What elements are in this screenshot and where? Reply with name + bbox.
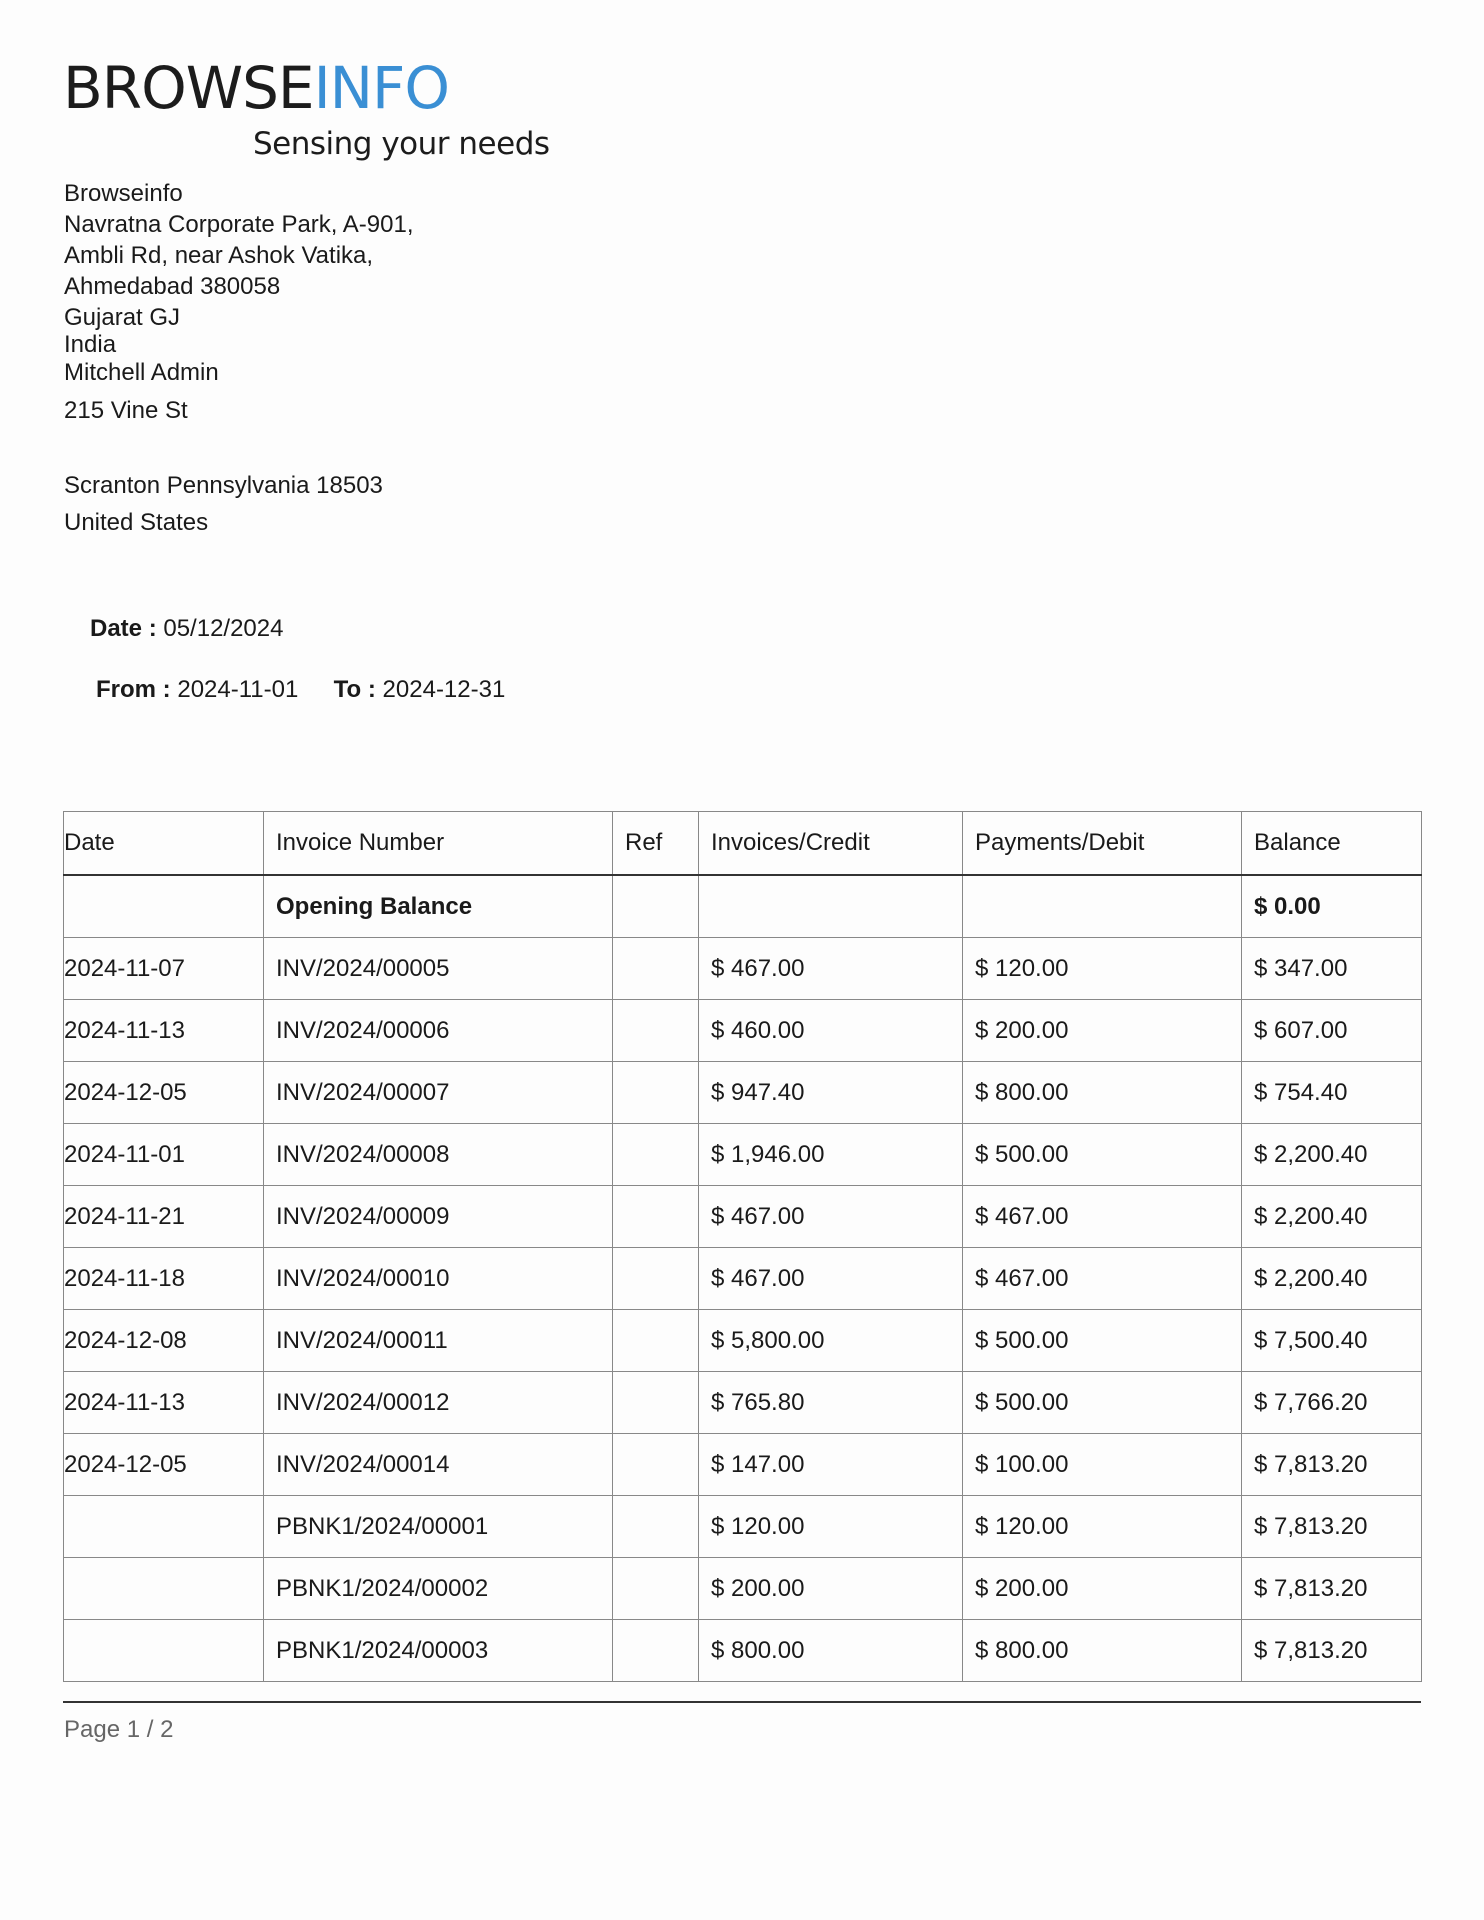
column-header-ref: Ref xyxy=(613,812,699,876)
logo-tagline: Sensing your needs xyxy=(253,126,550,162)
company-address-block xyxy=(64,178,414,357)
cell-credit: $ 200.00 xyxy=(699,1558,963,1620)
footer-divider xyxy=(63,1701,1421,1703)
cell-balance: $ 7,813.20 xyxy=(1242,1496,1422,1558)
cell-invoice-number: INV/2024/00009 xyxy=(264,1186,613,1248)
to-label: To : xyxy=(333,676,376,703)
cell-credit xyxy=(699,875,963,938)
cell-debit: $ 120.00 xyxy=(963,1496,1242,1558)
cell-date: 2024-11-21 xyxy=(64,1186,264,1248)
cell-invoice-number: INV/2024/00012 xyxy=(264,1372,613,1434)
cell-invoice-number: PBNK1/2024/00002 xyxy=(264,1558,613,1620)
company-address-line: Ambli Rd, near Ashok Vatika, xyxy=(64,242,374,269)
cell-date: 2024-11-13 xyxy=(64,1372,264,1434)
cell-invoice-number: INV/2024/00011 xyxy=(264,1310,613,1372)
cell-invoice-number: INV/2024/00006 xyxy=(264,1000,613,1062)
company-name: Browseinfo xyxy=(64,180,183,207)
table-row xyxy=(64,938,1422,1000)
statement-date xyxy=(90,615,283,643)
table-row xyxy=(64,1000,1422,1062)
date-value: 05/12/2024 xyxy=(163,615,284,642)
cell-debit: $ 500.00 xyxy=(963,1372,1242,1434)
logo-word-blue: INFO xyxy=(313,54,450,122)
cell-credit: $ 947.40 xyxy=(699,1062,963,1124)
cell-credit: $ 460.00 xyxy=(699,1000,963,1062)
table-row xyxy=(64,1310,1422,1372)
customer-street: 215 Vine St xyxy=(64,397,188,424)
cell-ref xyxy=(613,1310,699,1372)
cell-credit: $ 120.00 xyxy=(699,1496,963,1558)
company-address-line: Ahmedabad 380058 xyxy=(64,273,281,300)
statement-range xyxy=(96,676,505,704)
cell-date: 2024-11-13 xyxy=(64,1000,264,1062)
customer-country: United States xyxy=(64,509,209,536)
cell-balance: $ 7,813.20 xyxy=(1242,1434,1422,1496)
cell-invoice-number: INV/2024/00007 xyxy=(264,1062,613,1124)
cell-date: 2024-11-07 xyxy=(64,938,264,1000)
cell-debit xyxy=(963,875,1242,938)
cell-credit: $ 765.80 xyxy=(699,1372,963,1434)
opening-balance-row xyxy=(64,875,1422,938)
cell-debit: $ 467.00 xyxy=(963,1186,1242,1248)
to-value: 2024-12-31 xyxy=(382,676,506,703)
cell-invoice-number: INV/2024/00008 xyxy=(264,1124,613,1186)
cell-credit: $ 467.00 xyxy=(699,1248,963,1310)
cell-ref xyxy=(613,1248,699,1310)
cell-balance: $ 2,200.40 xyxy=(1242,1248,1422,1310)
customer-name: Mitchell Admin xyxy=(64,359,219,386)
cell-credit: $ 467.00 xyxy=(699,1186,963,1248)
cell-balance: $ 754.40 xyxy=(1242,1062,1422,1124)
cell-debit: $ 800.00 xyxy=(963,1062,1242,1124)
cell-invoice-number: PBNK1/2024/00003 xyxy=(264,1620,613,1682)
cell-date: 2024-11-18 xyxy=(64,1248,264,1310)
cell-balance: $ 607.00 xyxy=(1242,1000,1422,1062)
cell-ref xyxy=(613,1434,699,1496)
page-number: Page 1 / 2 xyxy=(64,1716,174,1743)
table-row xyxy=(64,1062,1422,1124)
column-header-date: Date xyxy=(64,812,264,876)
from-label: From : xyxy=(96,676,171,703)
table-header-row xyxy=(64,812,1422,876)
cell-ref xyxy=(613,1062,699,1124)
cell-debit: $ 120.00 xyxy=(963,938,1242,1000)
cell-date xyxy=(64,1496,264,1558)
cell-invoice-number: INV/2024/00010 xyxy=(264,1248,613,1310)
cell-debit: $ 800.00 xyxy=(963,1620,1242,1682)
logo-word-dark: BROWSE xyxy=(63,54,314,122)
cell-balance: $ 347.00 xyxy=(1242,938,1422,1000)
cell-invoice-number: INV/2024/00005 xyxy=(264,938,613,1000)
cell-date xyxy=(64,1558,264,1620)
company-address-line: Navratna Corporate Park, A-901, xyxy=(64,211,414,238)
cell-invoice-number: PBNK1/2024/00001 xyxy=(264,1496,613,1558)
cell-balance: $ 7,500.40 xyxy=(1242,1310,1422,1372)
table-row xyxy=(64,1186,1422,1248)
cell-credit: $ 1,946.00 xyxy=(699,1124,963,1186)
from-value: 2024-11-01 xyxy=(177,676,299,703)
cell-ref xyxy=(613,1000,699,1062)
cell-balance: $ 7,813.20 xyxy=(1242,1558,1422,1620)
cell-credit: $ 147.00 xyxy=(699,1434,963,1496)
cell-debit: $ 500.00 xyxy=(963,1310,1242,1372)
cell-ref xyxy=(613,1186,699,1248)
column-header-invoices-credit: Invoices/Credit xyxy=(699,812,963,876)
cell-ref xyxy=(613,1558,699,1620)
column-header-balance: Balance xyxy=(1242,812,1422,876)
cell-date: 2024-12-05 xyxy=(64,1434,264,1496)
statement-table xyxy=(63,811,1422,1682)
cell-debit: $ 500.00 xyxy=(963,1124,1242,1186)
cell-debit: $ 467.00 xyxy=(963,1248,1242,1310)
cell-credit: $ 467.00 xyxy=(699,938,963,1000)
cell-invoice-number: Opening Balance xyxy=(264,875,613,938)
table-row xyxy=(64,1434,1422,1496)
cell-credit: $ 5,800.00 xyxy=(699,1310,963,1372)
cell-date: 2024-12-05 xyxy=(64,1062,264,1124)
table-row xyxy=(64,1372,1422,1434)
table-row xyxy=(64,1620,1422,1682)
table-row xyxy=(64,1496,1422,1558)
column-header-payments-debit: Payments/Debit xyxy=(963,812,1242,876)
cell-date: 2024-11-01 xyxy=(64,1124,264,1186)
cell-balance: $ 7,813.20 xyxy=(1242,1620,1422,1682)
cell-credit: $ 800.00 xyxy=(699,1620,963,1682)
cell-balance: $ 2,200.40 xyxy=(1242,1124,1422,1186)
cell-ref xyxy=(613,1124,699,1186)
cell-ref xyxy=(613,1372,699,1434)
logo-wordmark xyxy=(63,54,450,122)
cell-debit: $ 200.00 xyxy=(963,1000,1242,1062)
cell-ref xyxy=(613,875,699,938)
company-address-line: Gujarat GJ xyxy=(64,304,181,331)
date-label: Date : xyxy=(90,615,157,642)
cell-ref xyxy=(613,1496,699,1558)
cell-date xyxy=(64,875,264,938)
cell-ref xyxy=(613,938,699,1000)
table-row xyxy=(64,1248,1422,1310)
cell-date xyxy=(64,1620,264,1682)
cell-balance: $ 7,766.20 xyxy=(1242,1372,1422,1434)
cell-balance: $ 0.00 xyxy=(1242,875,1422,938)
company-address-line: India xyxy=(64,331,117,358)
company-logo xyxy=(63,54,550,168)
cell-debit: $ 100.00 xyxy=(963,1434,1242,1496)
cell-date: 2024-12-08 xyxy=(64,1310,264,1372)
column-header-invoice-number: Invoice Number xyxy=(264,812,613,876)
cell-invoice-number: INV/2024/00014 xyxy=(264,1434,613,1496)
customer-city-line: Scranton Pennsylvania 18503 xyxy=(64,472,383,499)
cell-balance: $ 2,200.40 xyxy=(1242,1186,1422,1248)
table-row xyxy=(64,1558,1422,1620)
cell-debit: $ 200.00 xyxy=(963,1558,1242,1620)
table-row xyxy=(64,1124,1422,1186)
cell-ref xyxy=(613,1620,699,1682)
